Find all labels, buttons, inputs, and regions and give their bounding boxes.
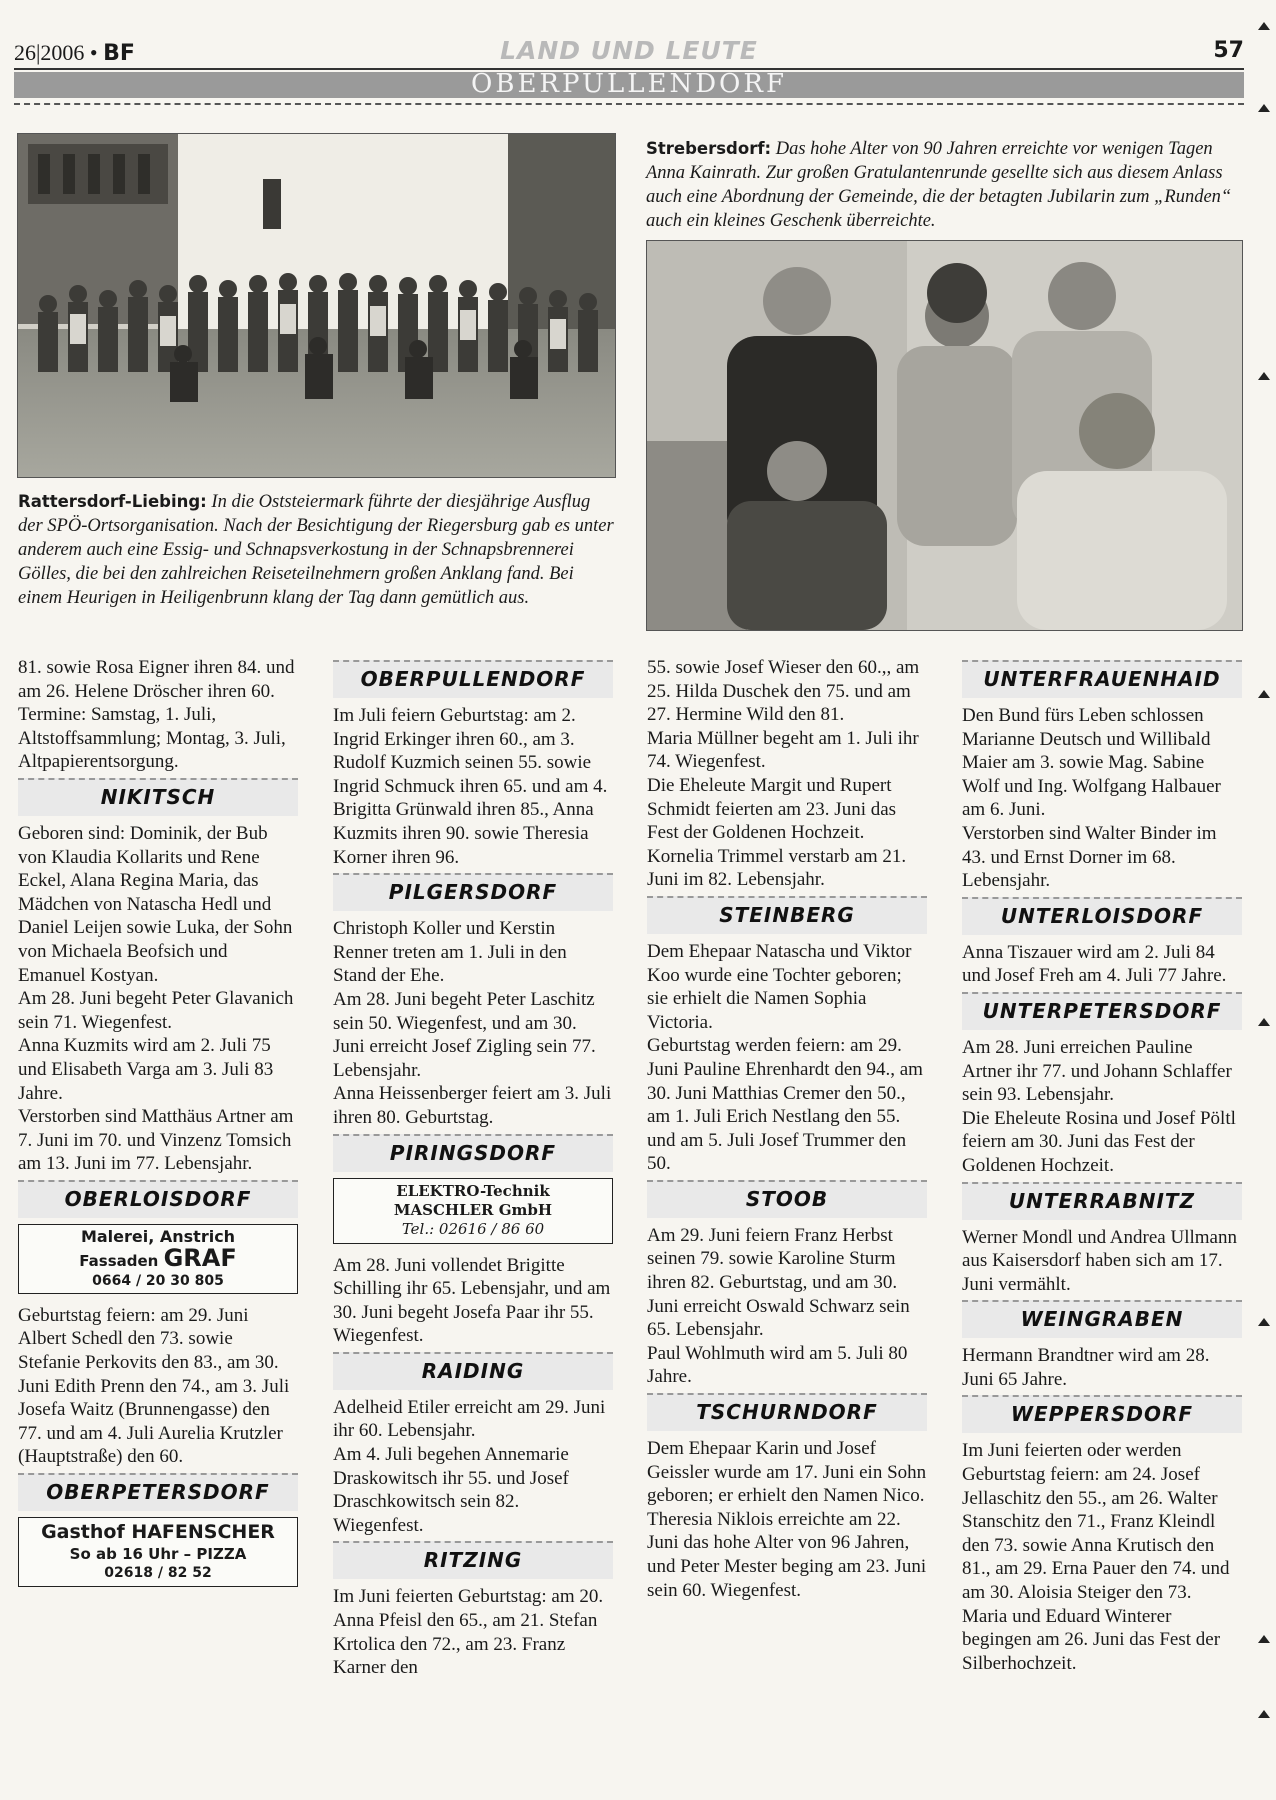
paragraph: Christoph Koller und Kerstin Renner treten am 1. Juli in den Stand der Ehe.: [333, 918, 567, 987]
margin-mark: [1258, 1710, 1270, 1718]
section-heading-steinberg: [647, 896, 927, 934]
section-heading-tschurndorf: [647, 1393, 927, 1431]
ad-line: ELEKTRO-Technik: [396, 1181, 550, 1200]
advertisement-hafenscher: [18, 1517, 298, 1587]
ad-line: Malerei, Anstrich: [80, 1226, 236, 1246]
caption-strebersdorf: [646, 137, 1241, 233]
section-heading-oberpetersdorf: [18, 1473, 298, 1511]
paragraph: Werner Mondl und Andrea Ullmann aus Kaisersdorf haben sich am 17. Juni vermählt.: [962, 1226, 1237, 1295]
paragraph: Anna Heissenberger feiert am 3. Juli ihren 80. Geburtstag.: [333, 1083, 612, 1128]
section-title: UNTERPETERSDORF: [982, 998, 1222, 1023]
header-dashed-rule: [14, 103, 1244, 105]
section-title: RITZING: [423, 1548, 523, 1573]
paragraph: Am 28. Juni begeht Peter Laschitz sein 50. Wiegenfest, und am 30. Juni erreicht Josef Zigling sein 77. Lebensjahr.: [333, 988, 596, 1081]
section-title: WEINGRABEN: [1020, 1307, 1184, 1332]
section-heading-piringsdorf: [333, 1134, 613, 1172]
ad-phone: 02618 / 82 52: [104, 1565, 212, 1582]
paragraph: Die Eheleute Margit und Rupert Schmidt feierten am 23. Juni das Fest der Goldenen Hochzeit.: [647, 774, 897, 844]
paragraph: Verstorben sind Walter Binder im 43. und Ernst Dorner im 68. Lebensjahr.: [962, 822, 1217, 892]
column-1: [18, 656, 298, 1597]
paragraph: Verstorben sind Matthäus Artner am 7. Juni im 70. und Vinzenz Tomsich am 13. Juni im 77. Lebensjahr.: [18, 1106, 294, 1175]
paragraph: Dem Ehepaar Natascha und Viktor Koo wurde eine Tochter geboren; sie erhielt die Namen Sophia Victoria.: [647, 940, 912, 1033]
margin-mark: [1258, 1318, 1270, 1326]
ad-phone: Tel.: 02616 / 86 60: [401, 1219, 545, 1238]
section-title: PIRINGSDORF: [389, 1140, 557, 1165]
ad-line: MASCHLER GmbH: [393, 1200, 553, 1219]
brand-label: BF: [103, 41, 135, 66]
section-heading-unterloisdorf: [962, 897, 1242, 935]
ad-line: [19, 1243, 297, 1272]
margin-mark: [1258, 1018, 1270, 1026]
paragraph: Geboren sind: Dominik, der Bub von Klaudia Kollarits und Rene Eckel, Alana Regina Maria, das Mädchen von Natascha Hedl und Daniel Leijen sowie Luka, der Sohn von Michaela Beofsich und Emanuel Kostyan.: [18, 822, 293, 986]
section-heading-weppersdorf: [962, 1395, 1242, 1433]
paragraph: Dem Ehepaar Karin und Josef Geissler wurde am 17. Juni ein Sohn geboren; er erhielt den Namen Nico.: [647, 1438, 927, 1507]
ad-line: So ab 16 Uhr – PIZZA: [69, 1545, 247, 1564]
region-banner-title: OBERPULLENDORF: [471, 69, 787, 99]
section-title: LAND UND LEUTE: [500, 36, 758, 65]
section-heading-oberpullendorf: [333, 660, 613, 698]
paragraph: Adelheid Etiler erreicht am 29. Juni ihr 60. Lebensjahr.: [333, 1396, 606, 1442]
paragraph: Geburtstag feiern: am 29. Juni Albert Schedl den 73. sowie Stefanie Perkovits den 83., am 30. Juni Edith Prenn den 74., am 3. Juli Josefa Waitz (Brunnengasse) den 77. und am 4. Juli Aurelia Krutzler (Hauptstraße) den 60.: [18, 1304, 290, 1468]
caption-lead: Strebersdorf:: [646, 139, 772, 158]
margin-mark: [1258, 22, 1270, 30]
caption-rattersdorf: [18, 490, 618, 610]
page-number: 57: [1213, 38, 1244, 63]
column-2: [333, 656, 613, 1680]
ad-line: Gasthof HAFENSCHER: [41, 1521, 275, 1544]
paragraph: Kornelia Trimmel verstarb am 21. Juni im 82. Lebensjahr.: [647, 845, 907, 891]
margin-mark: [1258, 104, 1270, 112]
section-title: STEINBERG: [719, 902, 855, 927]
section-title: STOOB: [745, 1186, 829, 1211]
section-heading-stoob: [647, 1180, 927, 1218]
paragraph: Geburtstag werden feiern: am 29. Juni Pauline Ehrenhardt den 94., am 30. Juni Matthias Cremer den 50., am 1. Juli Erich Nestlang den 55. und am 5. Juli Josef Trummer den 50.: [647, 1035, 923, 1175]
section-heading-ritzing: [333, 1541, 613, 1579]
section-heading-unterrabnitz: [962, 1182, 1242, 1220]
advertisement-elektro: [333, 1178, 613, 1244]
section-title: WEPPERSDORF: [1010, 1402, 1194, 1427]
paragraph: Termine: Samstag, 1. Juli, Altstoffsammlung; Montag, 3. Juli, Altpapierentsorgung.: [18, 704, 286, 773]
paragraph: Paul Wohlmuth wird am 5. Juli 80 Jahre.: [647, 1342, 908, 1388]
paragraph: Den Bund fürs Leben schlossen Marianne Deutsch und Willibald Maier am 3. sowie Mag. Sabine Wolf und Ing. Wolfgang Halbauer am 6. Juni.: [962, 705, 1221, 821]
paragraph: Anna Kuzmits wird am 2. Juli 75 und Elisabeth Varga am 3. Juli 83 Jahre.: [18, 1035, 274, 1104]
margin-mark: [1258, 1635, 1270, 1643]
section-heading-unterfrauenhaid: [962, 660, 1242, 698]
section-heading-nikitsch: [18, 778, 298, 816]
margin-mark: [1258, 372, 1270, 380]
section-title: OBERLOISDORF: [64, 1186, 252, 1211]
ad-line-part: Fassaden: [79, 1251, 164, 1270]
page-header: [14, 36, 1244, 70]
paragraph: 81. sowie Rosa Eigner ihren 84. und am 26. Helene Dröscher ihren 60.: [18, 657, 295, 702]
section-title: TSCHURNDORF: [696, 1400, 878, 1425]
section-heading-raiding: [333, 1352, 613, 1390]
caption-text: Das hohe Alter von 90 Jahren erreichte vor wenigen Tagen Anna Kainrath. Zur großen Gratulantenrunde gesellte sich aus diesem Anlass auch eine Abordnung der Gemeinde, die der betagten Jubilarin zum „Runden“ auch ein kleines Geschenk überreichte.: [646, 139, 1232, 231]
margin-mark: [1258, 690, 1270, 698]
paragraph: Am 28. Juni begeht Peter Glavanich sein 71. Wiegenfest.: [18, 988, 294, 1033]
paragraph: Anna Tiszauer wird am 2. Juli 84 und Josef Freh am 4. Juli 77 Jahre.: [962, 941, 1227, 987]
paragraph: Am 28. Juni vollendet Brigitte Schilling ihr 65. Lebensjahr, und am 30. Juni begeht Josefa Paar ihr 55. Wiegenfest.: [333, 1254, 611, 1347]
paragraph: 55. sowie Josef Wieser den 60.,, am 25. Hilda Duschek den 75. und am 27. Hermine Wild den 81.: [647, 657, 920, 726]
advertisement-graf: [18, 1224, 298, 1294]
section-title: OBERPETERSDORF: [46, 1480, 270, 1505]
paragraph: Maria Müllner begeht am 1. Juli ihr 74. Wiegenfest.: [647, 727, 919, 773]
jubilee-photo: [646, 240, 1243, 631]
section-title: RAIDING: [421, 1358, 525, 1383]
paragraph: Am 29. Juni feiern Franz Herbst seinen 79. sowie Karoline Sturm ihren 82. Geburtstag, und am 30. Juni erreicht Oswald Schwarz sein 65. Lebensjahr.: [647, 1224, 910, 1341]
paragraph: Am 28. Juni erreichen Pauline Artner ihr 77. und Johann Schlaffer sein 93. Lebensjahr.: [962, 1036, 1232, 1106]
section-title: NIKITSCH: [100, 784, 216, 809]
ad-phone: 0664 / 20 30 805: [92, 1272, 224, 1289]
paragraph: Im Juli feiern Geburtstag: am 2. Ingrid Erkinger ihren 60., am 3. Rudolf Kuzmich seinen 55. sowie Ingrid Schmuck ihren 65. und am 4. Brigitta Grünwald ihren 85., Anna Kuzmits ihren 90. sowie Theresia Korner ihren 96.: [333, 705, 608, 868]
section-heading-unterpetersdorf: [962, 992, 1242, 1030]
paragraph: Am 4. Juli begehen Annemarie Draskowitsch ihr 55. und Josef Draschkowitsch sein 82. Wiegenfest.: [333, 1444, 569, 1536]
column-3: [647, 656, 927, 1602]
issue-number: 26|2006 •: [14, 40, 98, 65]
paragraph: Hermann Brandtner wird am 28. Juni 65 Jahre.: [962, 1345, 1210, 1390]
paragraph: Theresia Niklois erreichte am 22. Juni das hohe Alter von 96 Jahren, und Peter Mester beging am 23. Juni sein 60. Wiegenfest.: [647, 1508, 927, 1601]
paragraph: Maria und Eduard Winterer begingen am 26. Juni das Fest der Silberhochzeit.: [962, 1605, 1221, 1674]
section-heading-pilgersdorf: [333, 873, 613, 911]
section-heading-weingraben: [962, 1300, 1242, 1338]
section-title: UNTERLOISDORF: [1000, 903, 1204, 928]
group-photo: [17, 133, 616, 478]
section-title: UNTERFRAUENHAID: [983, 667, 1221, 691]
column-4: [962, 656, 1242, 1675]
paragraph: Die Eheleute Rosina und Josef Pöltl feiern am 30. Juni das Fest der Goldenen Hochzeit.: [962, 1107, 1236, 1176]
paragraph: Im Juni feierten oder werden Geburtstag feiern: am 24. Josef Jellaschitz den 55., am 26. Walter Stanschitz den 71., Franz Kleindl den 73. sowie Anna Krutisch den 81., am 29. Erna Pauer den 74. und am 30. Aloisia Steiger den 73.: [962, 1440, 1230, 1604]
section-title: OBERPULLENDORF: [360, 667, 586, 691]
section-title: PILGERSDORF: [388, 880, 558, 905]
section-title: UNTERRABNITZ: [1008, 1188, 1196, 1213]
section-heading-oberloisdorf: [18, 1180, 298, 1218]
region-banner: [14, 69, 1244, 99]
caption-lead: Rattersdorf-Liebing:: [18, 492, 207, 511]
paragraph: Im Juni feierten Geburtstag: am 20. Anna Pfeisl den 65., am 21. Stefan Krtolica den 72., am 23. Franz Karner den: [333, 1586, 604, 1679]
caption-text: In die Oststeiermark führte der diesjährige Ausflug der SPÖ-Ortsorganisation. Nach der Besichtigung der Riegersburg gab es unter anderem auch eine Essig- und Schnapsverkostung in der Schnapsbrennerei Gölles, die bei den zahlreichen Reiseteilnehmern großen Anklang fand. Bei einem Heurigen in Heiligenbrunn klang der Tag dann gemütlich aus.: [18, 492, 614, 608]
ad-brand: GRAF: [163, 1243, 237, 1272]
